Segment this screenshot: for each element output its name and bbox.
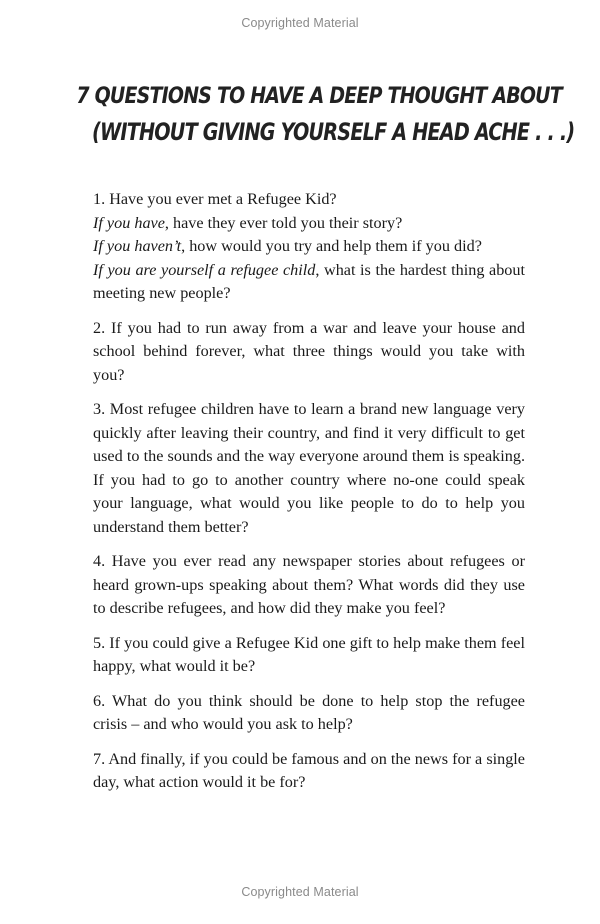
question-7: 7. And finally, if you could be famous and on the news for a single day, what action would it be for? [93,749,525,791]
question-1-if-you-havent [93,235,525,259]
question-5: 5. If you could give a Refugee Kid one gift to help make them feel happy, what would it be? [93,633,525,675]
page-heading [40,84,575,146]
question-list [93,188,525,806]
copyright-watermark-top: Copyrighted Material [241,16,359,30]
question-4: 4. Have you ever read any newspaper stories about refugees or heard grown-ups speaking about them? What words did they use to describe refugees, and how did they make you feel? [93,552,525,617]
question-3: 3. Most refugee children have to learn a brand new language very quickly after leaving their country, and find it very difficult to get used to the sounds and the way everyone around them is speaking. If you had to go to another country where no-one could speak your language, what would you like people to do to help you understand them better? [93,400,525,536]
question-1-if-you-have [93,212,525,236]
heading-line-1: 7 QUESTIONS TO HAVE A DEEP THOUGHT ABOUT [76,84,562,109]
question-1-if-refugee-emphasis: If you are yourself a refugee child [93,260,316,279]
question-1 [93,188,525,306]
heading-line-2: (WITHOUT GIVING YOURSELF A HEAD ACHE . . .) [92,118,575,146]
question-1-if-you-have-emphasis: If you have [93,213,165,232]
question-1-if-refugee-text: , what is the hardest thing about meeting new people? [93,260,525,302]
question-2: 2. If you had to run away from a war and leave your house and school behind forever, what three things would you take with you? [93,318,525,384]
copyright-watermark-bottom: Copyrighted Material [241,885,359,899]
question-1-if-you-havent-emphasis: If you haven’t [93,237,182,255]
question-6: 6. What do you think should be done to help stop the refugee crisis – and who would you ask to help? [93,691,525,733]
question-1-if-you-have-text: , have they ever told you their story? [164,213,403,232]
question-1-intro: 1. Have you ever met a Refugee Kid? [93,190,337,208]
question-1-if-refugee [93,261,525,303]
question-1-if-you-havent-text: , how would you try and help them if you did? [181,237,482,255]
